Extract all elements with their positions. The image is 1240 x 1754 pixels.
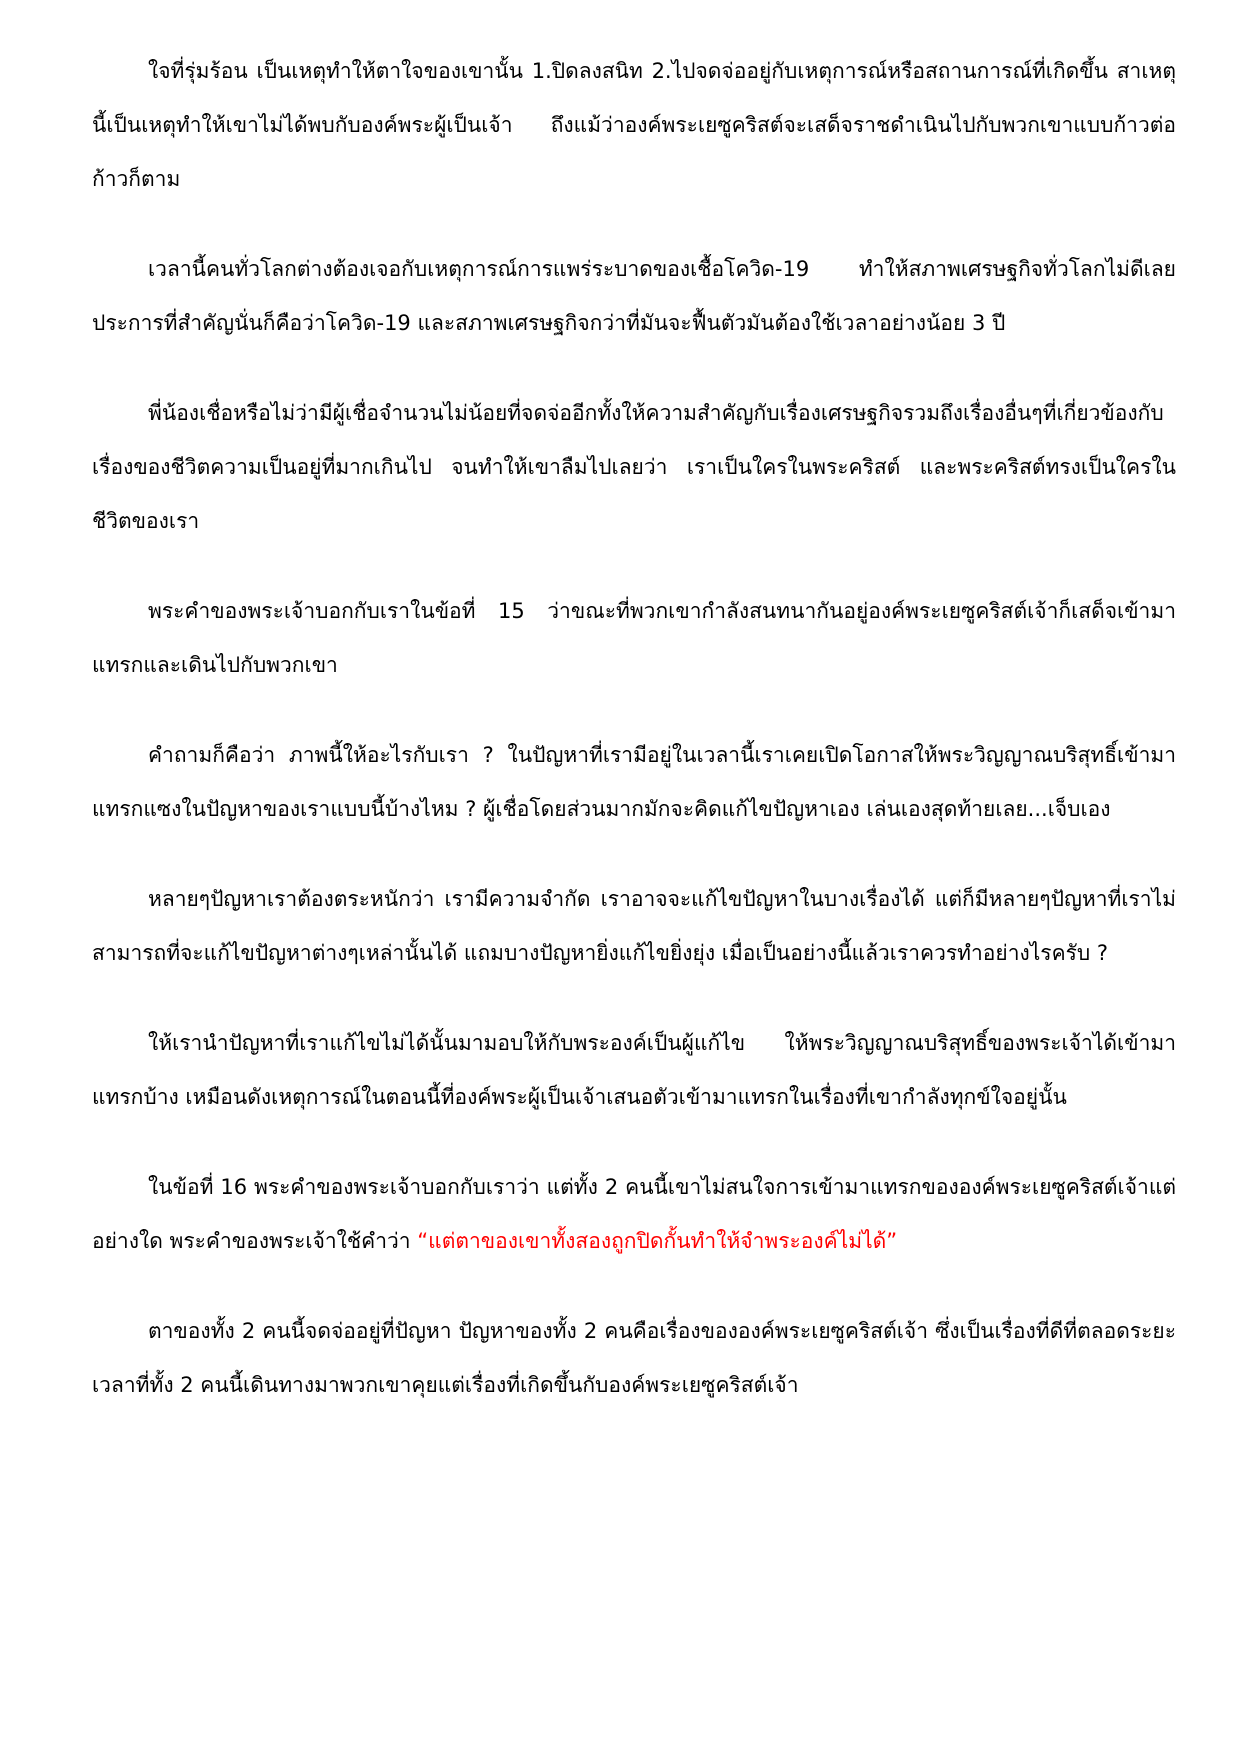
paragraph-9-text: ตาของทั้ง 2 คนนี้จดจ่ออยู่ที่ปัญหา ปัญหาของทั้ง 2 คนคือเรื่องขององค์พระเยซูคริสต์เจ้า ซึ่งเป็นเรื่องที่ดีที่ตลอดระยะเวลาที่ทั้ง 2 คนนี้เดินทางมาพวกเขาคุยแต่เรื่องที่เกิดขึ้นกับองค์พระเยซูคริสต์เจ้า: [92, 1319, 1176, 1397]
paragraph-8: [92, 1160, 1176, 1268]
paragraph-6-text: หลายๆปัญหาเราต้องตระหนักว่า เรามีความจำกัด เราอาจจะแก้ไขปัญหาในบางเรื่องได้ แต่ก็มีหลายๆปัญหาที่เราไม่สามารถที่จะแก้ไขปัญหาต่างๆเหล่านั้นได้ แถมบางปัญหายิ่งแก้ไขยิ่งยุ่ง เมื่อเป็นอย่างนี้แล้วเราควรทำอย่างไรครับ ?: [92, 887, 1176, 965]
paragraph-1-text: ใจที่รุ่มร้อน เป็นเหตุทำให้ตาใจของเขานั้น 1.ปิดลงสนิท 2.ไปจดจ่ออยู่กับเหตุการณ์หรือสถานการณ์ที่เกิดขึ้น สาเหตุนี้เป็นเหตุทำให้เขาไม่ได้พบกับองค์พระผู้เป็นเจ้า ถึงแม้ว่าองค์พระเยซูคริสต์จะเสด็จราชดำเนินไปกับพวกเขาแบบก้าวต่อก้าวก็ตาม: [92, 59, 1176, 191]
paragraph-2: [92, 242, 1176, 350]
paragraph-3-text: พี่น้องเชื่อหรือไม่ว่ามีผู้เชื่อจำนวนไม่น้อยที่จดจ่ออีกทั้งให้ความสำคัญกับเรื่องเศรษฐกิจรวมถึงเรื่องอื่นๆที่เกี่ยวข้องกับเรื่องของชีวิตความเป็นอยู่ที่มากเกินไป จนทำให้เขาลืมไปเลยว่า เราเป็นใครในพระคริสต์ และพระคริสต์ทรงเป็นใครในชีวิตของเรา: [92, 401, 1176, 533]
paragraph-2-text: เวลานี้คนทั่วโลกต่างต้องเจอกับเหตุการณ์การแพร่ระบาดของเชื้อโควิด-19 ทำให้สภาพเศรษฐกิจทั่วโลกไม่ดีเลย ประการที่สำคัญนั่นก็คือว่าโควิด-19 และสภาพเศรษฐกิจกว่าที่มันจะฟื้นตัวมันต้องใช้เวลาอย่างน้อย 3 ปี: [92, 257, 1176, 335]
paragraph-4-text: พระคำของพระเจ้าบอกกับเราในข้อที่ 15 ว่าขณะที่พวกเขากำลังสนทนากันอยู่องค์พระเยซูคริสต์เจ้าก็เสด็จเข้ามาแทรกและเดินไปกับพวกเขา: [92, 599, 1176, 677]
paragraph-7-text: ให้เรานำปัญหาที่เราแก้ไขไม่ได้นั้นมามอบให้กับพระองค์เป็นผู้แก้ไข ให้พระวิญญาณบริสุทธิ์ของพระเจ้าได้เข้ามาแทรกบ้าง เหมือนดังเหตุการณ์ในตอนนี้ที่องค์พระผู้เป็นเจ้าเสนอตัวเข้ามาแทรกในเรื่องที่เขากำลังทุกข์ใจอยู่นั้น: [92, 1031, 1176, 1109]
paragraph-4: [92, 584, 1176, 692]
paragraph-6: [92, 872, 1176, 980]
paragraph-7: [92, 1016, 1176, 1124]
scripture-quote-highlight: “แต่ตาของเขาทั้งสองถูกปิดกั้นทำให้จำพระองค์ไม่ได้”: [417, 1229, 898, 1253]
paragraph-3: [92, 386, 1176, 548]
paragraph-1: [92, 44, 1176, 206]
paragraph-9: [92, 1304, 1176, 1412]
paragraph-5: [92, 728, 1176, 836]
paragraph-8-text: ในข้อที่ 16 พระคำของพระเจ้าบอกกับเราว่า แต่ทั้ง 2 คนนี้เขาไม่สนใจการเข้ามาแทรกขององค์พระเยซูคริสต์เจ้าแต่อย่างใด พระคำของพระเจ้าใช้คำว่า: [92, 1175, 1176, 1253]
paragraph-5-text: คำถามก็คือว่า ภาพนี้ให้อะไรกับเรา ? ในปัญหาที่เรามีอยู่ในเวลานี้เราเคยเปิดโอกาสให้พระวิญญาณบริสุทธิ์เข้ามาแทรกแซงในปัญหาของเราแบบนี้บ้างไหม ? ผู้เชื่อโดยส่วนมากมักจะคิดแก้ไขปัญหาเอง เล่นเองสุดท้ายเลย...เจ็บเอง: [92, 743, 1176, 821]
